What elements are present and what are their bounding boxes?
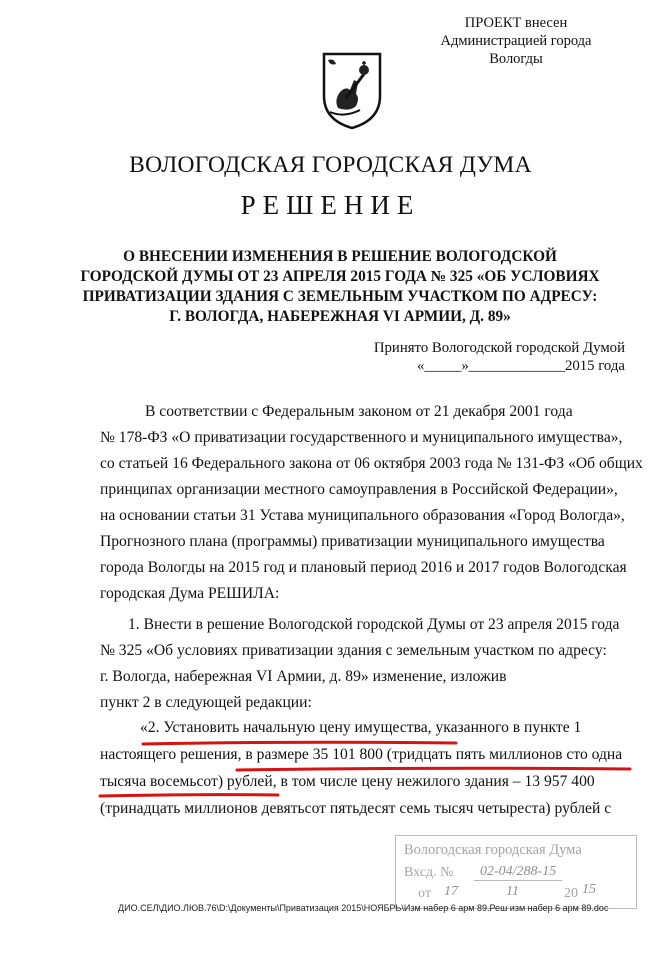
preamble-line-8 <box>100 585 630 603</box>
preamble-text-4: принципах организации местного самоуправления в Российской Федерации», <box>100 481 618 498</box>
preamble-line-3 <box>100 455 643 473</box>
item1-text-1: 1. Внести в решение Вологодской городской Думы от 23 апреля 2015 года <box>128 616 620 633</box>
stamp-org-name: Вологодская городская Дума <box>404 842 582 858</box>
registration-stamp <box>395 835 637 909</box>
preamble-line-4 <box>100 481 630 499</box>
item2-text-3: тысяча восемьсот) рублей, в том числе цену нежилого здания – 13 957 400 <box>100 773 595 790</box>
preamble-line-2 <box>100 429 630 447</box>
preamble-text-5: на основании статьи 31 Устава муниципального образования «Город Вологда», <box>100 507 625 524</box>
preamble-line-1 <box>145 403 630 421</box>
item1-line-1 <box>128 616 630 634</box>
item1-line-2 <box>100 642 630 660</box>
preamble-text-2: № 178-ФЗ «О приватизации государственного и муниципального имущества», <box>100 429 623 446</box>
project-note-line-1: ПРОЕКТ внесен <box>464 15 568 31</box>
item1-text-2: № 325 «Об условиях приватизации здания с земельным участком по адресу: <box>100 642 607 659</box>
item2-text-2: настоящего решения, в размере 35 101 800 (тридцать пять миллионов сто одна <box>100 746 623 763</box>
item2-line-1 <box>140 719 630 737</box>
item1-text-3: г. Вологда, набережная VI Армии, д. 89» изменение, изложив <box>100 668 507 685</box>
title-line-2: ГОРОДСКОЙ ДУМЫ ОТ 23 АПРЕЛЯ 2015 ГОДА № 325 «ОБ УСЛОВИЯХ <box>80 268 600 285</box>
red-underline-2 <box>237 768 630 770</box>
preamble-line-5 <box>100 507 630 525</box>
project-note-line-2: Администрацией города <box>440 33 592 49</box>
vologda-coat-of-arms-emblem <box>320 50 384 130</box>
preamble-line-7 <box>100 559 630 577</box>
footer-file-path: ДИО.СЕЛ\ДИО.ЛЮВ.76\D:\Документы\Приватизация 2015\НОЯБРЬ\Изм набер 6 арм 89.Реш изм набер 6 арм 89.doc <box>118 903 609 913</box>
preamble-text-7: города Вологды на 2015 год и плановый период 2016 и 2017 годов Вологодская <box>100 559 627 576</box>
title-line-4: Г. ВОЛОГДА, НАБЕРЕЖНАЯ VI АРМИИ, Д. 89» <box>169 308 511 325</box>
stamp-year: 15 <box>582 882 596 897</box>
preamble-text-3: со статьей 16 Федерального закона от 06 октября 2003 года № 131-ФЗ «Об общих <box>100 455 643 472</box>
item1-line-4 <box>100 694 630 712</box>
item2-line-2 <box>100 746 630 764</box>
stamp-reg-label: Вхсд. № <box>404 865 454 880</box>
red-underline-1 <box>143 742 456 744</box>
adopted-date-line: «_____»_____________2015 года <box>416 358 625 374</box>
item1-line-3 <box>100 668 630 686</box>
preamble-text-1: В соответствии с Федеральным законом от 21 декабря 2001 года <box>145 403 573 420</box>
red-underline-3 <box>100 795 278 796</box>
title-line-3: ПРИВАТИЗАЦИИ ЗДАНИЯ С ЗЕМЕЛЬНЫМ УЧАСТКОМ ПО АДРЕСУ: <box>82 288 598 305</box>
item2-text-1: «2. Установить начальную цену имущества, указанного в пункте 1 <box>140 719 582 736</box>
project-note-line-3: Вологды <box>489 51 543 67</box>
preamble-line-6 <box>100 533 630 551</box>
item2-line-3 <box>100 773 630 791</box>
stamp-year-prefix: 20 <box>564 886 578 901</box>
preamble-text-6: Прогнозного плана (программы) приватизации муниципального имущества <box>100 533 605 550</box>
stamp-date-label: от <box>418 886 431 901</box>
item1-text-4: пункт 2 в следующей редакции: <box>100 694 312 711</box>
project-note <box>421 14 611 68</box>
preamble-text-8: городская Дума РЕШИЛА: <box>100 585 280 602</box>
stamp-month: 11 <box>506 884 519 899</box>
document-type-heading: РЕШЕНИЕ <box>240 190 421 220</box>
item2-text-4: (тринадцать миллионов девятьсот пятьдесят семь тысяч четыреста) рублей с <box>100 800 612 817</box>
stamp-day: 17 <box>444 884 458 899</box>
title-line-1: О ВНЕСЕНИИ ИЗМЕНЕНИЯ В РЕШЕНИЕ ВОЛОГОДСКОЙ <box>123 248 557 265</box>
stamp-reg-number: 02-04/288-15 <box>474 864 562 881</box>
adopted-by-line: Принято Вологодской городской Думой <box>373 340 625 356</box>
item2-line-4 <box>100 800 630 818</box>
council-name: ВОЛОГОДСКАЯ ГОРОДСКАЯ ДУМА <box>129 152 532 178</box>
